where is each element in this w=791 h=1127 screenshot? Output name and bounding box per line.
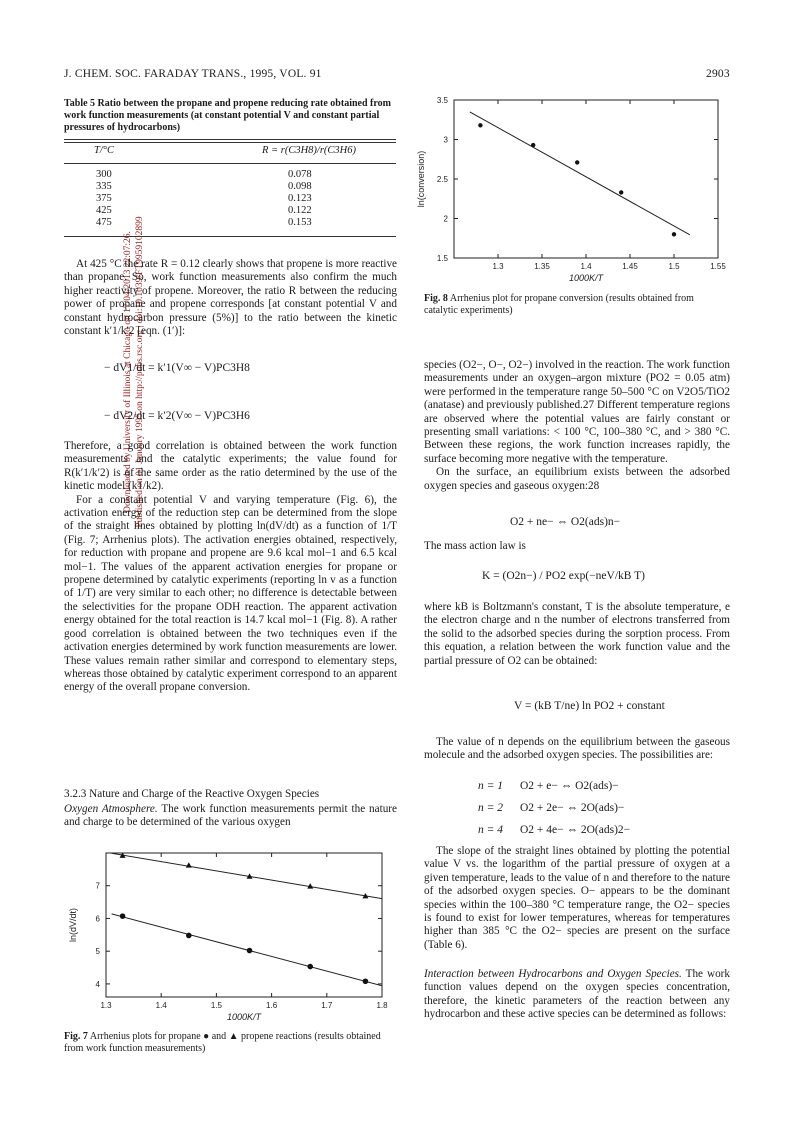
paragraph-equilibrium: On the surface, an equilibrium exists between the adsorbed oxygen species and gaseous oxygen:28 — [424, 466, 730, 492]
watermark-line-2: Published on 01 January 1995 on http://pubs.rsc.org | doi:10.1039/FT9959102899 — [135, 216, 145, 528]
data-point — [575, 160, 579, 164]
possibility-n2: n = 2 O2 + 2e− ⇔ 2O(ads)− — [478, 802, 625, 814]
equation-dV1: − dV1/dt = k′1(V∞ − V)PC3H8 — [104, 362, 250, 374]
data-point — [672, 232, 676, 236]
data-point — [531, 143, 535, 147]
table5-cell-r: 0.123 — [288, 192, 312, 204]
possibility-n1: n = 1 O2 + e− ⇔ O2(ads)− — [478, 780, 619, 792]
x-tick-label: 1.45 — [622, 262, 638, 271]
journal-header: J. CHEM. SOC. FARADAY TRANS., 1995, VOL. 91 — [64, 68, 322, 80]
table5-cell-r: 0.078 — [288, 168, 312, 180]
y-tick-label: 4 — [95, 979, 100, 989]
fig7-chart — [62, 843, 398, 1029]
data-point — [619, 190, 623, 194]
y-tick-label: 3.5 — [436, 96, 448, 105]
table5-cell-t: 300 — [96, 168, 112, 180]
paragraph-boltzmann: where kB is Boltzmann's constant, T is the absolute temperature, e the electron charge and n the number of electrons transferred from the solid to the adsorbed species during the sorption process. From this equation, a relation between the work function value and the partial pressure of O2 can be obtained: — [424, 601, 730, 667]
left-column-top — [64, 258, 397, 338]
y-axis-label: ln(dV/dt) — [68, 907, 78, 943]
x-tick-label: 1.5 — [668, 262, 680, 271]
paragraph-rate-R: At 425 °C the rate R = 0.12 clearly shows that propene is more reactive than propane. So, work function measurements also confirm the much higher reactivity of propene. Moreover, the ratio R between the reducing power of propane and propene corresponds [at constant potential V and constant hydrocarbon pressure (5%)] to the ratio between the kinetic constant k′1/k′2 [eqn. (1′)]: — [64, 258, 397, 338]
table5-cell-t: 375 — [96, 192, 112, 204]
x-tick-label: 1.3 — [492, 262, 504, 271]
left-column-bottom — [64, 803, 397, 830]
y-tick-label: 1.5 — [436, 254, 448, 263]
equation-K: K = (O2n−) / PO2 exp(−neV/kB T) — [482, 570, 645, 582]
possibility-n4: n = 4 O2 + 4e− ⇔ 2O(ads)2− — [478, 824, 631, 836]
subheading-interaction: Interaction between Hydrocarbons and Oxygen Species. — [424, 968, 682, 980]
table5-row — [96, 180, 312, 192]
table5-rule-top — [64, 139, 396, 140]
data-point-circle — [307, 964, 313, 970]
table5-row — [96, 204, 312, 216]
x-axis-label: 1000K/T — [568, 273, 604, 282]
table5-caption — [64, 98, 396, 134]
right-column-interaction — [424, 968, 730, 1022]
page-number: 2903 — [706, 68, 730, 80]
y-axis-label: ln(conversion) — [416, 150, 426, 208]
table5-caption-text: Ratio between the propane and propene reducing rate obtained from work function measurements (at constant potential V and constant partial pressures of hydrocarbons) — [64, 98, 391, 133]
x-tick-label: 1.8 — [376, 1001, 388, 1010]
fit-line — [112, 853, 382, 898]
data-point-circle — [363, 978, 369, 984]
paragraph-oxygen-atmosphere: The work function measurements permit the nature and charge to be determined of the various oxygen — [64, 803, 397, 829]
fit-line — [470, 112, 690, 235]
fig8-caption — [424, 293, 730, 317]
data-point-circle — [186, 933, 192, 939]
paragraph-n-value: The value of n depends on the equilibrium between the gaseous molecule and the adsorbed oxygen species. The possibilities are: — [424, 736, 730, 762]
paragraph-oxygen-species: species (O2−, O−, O2−) involved in the reaction. The work function measurements under an oxygen–argon mixture (PO2 = 0.05 atm) were performed in the temperature range 50–500 °C on V2O5/TiO2 (anatase) and previously published.27 Different temperature regions are observed where the potential values are fairly constant or presenting small variations: < 100 °C, 100–380 °C, and > 380 °C. Between these regions, the work function increases rapidly, the surface becoming more negative with the temperature. — [424, 359, 730, 465]
subheading-oxygen-atmosphere: Oxygen Atmosphere. — [64, 803, 158, 815]
watermark-line-1: Downloaded by University of Illinois at Chicago on 17/04/2013 22:07:26. — [123, 231, 133, 513]
fit-line — [112, 914, 382, 986]
fig8-caption-text: Arrhenius plot for propane conversion (results obtained from catalytic experiments) — [424, 293, 694, 316]
x-tick-label: 1.35 — [534, 262, 550, 271]
table5-row — [96, 216, 312, 228]
fig7-caption — [64, 1031, 396, 1055]
y-tick-label: 5 — [95, 947, 100, 957]
table5-rule-mid — [64, 163, 396, 164]
plot-frame — [106, 853, 382, 997]
table5-col1-header: T/°C — [94, 145, 114, 156]
right-column-slope — [424, 845, 730, 952]
equation-dV2: − dV2/dt = k′2(V∞ − V)PC3H6 — [104, 410, 250, 422]
table5-cell-t: 425 — [96, 204, 112, 216]
table5-col2-header: R = r(C3H8)/r(C3H6) — [262, 145, 356, 156]
paragraph-interaction: The work function values depend on the oxygen species concentration, therefore, the kinetic parameters of the reaction between any hydrocarbon and these active species can be determined as follows: — [424, 968, 730, 1021]
table5-cell-r: 0.153 — [288, 216, 312, 228]
table5-cell-r: 0.122 — [288, 204, 312, 216]
paragraph-correlation: Therefore, a good correlation is obtained between the work function measurements and the catalytic experiments; the value found for R(k′1/k′2) is of the same order as the ratio determined by the use of the kinetic model (k1/k2). — [64, 440, 397, 493]
fig7-caption-text: Arrhenius plots for propane ● and ▲ propene reactions (results obtained from work function measurements) — [64, 1031, 381, 1054]
fig7-label: Fig. 7 — [64, 1031, 88, 1042]
x-tick-label: 1.55 — [710, 262, 726, 271]
table5-rule-bottom — [64, 236, 396, 237]
section-heading-3-2-3: 3.2.3 Nature and Charge of the Reactive Oxygen Species — [64, 788, 320, 800]
x-tick-label: 1.4 — [580, 262, 592, 271]
table5-rule-top2 — [64, 142, 396, 143]
y-tick-label: 2 — [443, 214, 448, 224]
possibilities-list — [478, 776, 630, 842]
y-tick-label: 2.5 — [436, 175, 448, 184]
y-tick-label: 7 — [95, 881, 100, 891]
mass-action-label: The mass action law is — [424, 540, 526, 552]
paragraph-activation-energy: For a constant potential V and varying temperature (Fig. 6), the activation energy of the reduction step can be determined from the slope of the straight lines obtained by plotting ln(dV/dt) as a function of 1/T (Fig. 7; Arrhenius plots). The activation energies obtained, respectively, for reduction with propane and propene are 9.6 kcal mol−1 and 6.5 kcal mol−1. The values of the apparent activation energies for propane or propene determined by catalytic experiments (reporting ln v as a function of 1/T) are very similar to each other; no difference is detectable between the selectivities for the propane ODH reaction. The apparent activation energy obtained for the total reaction is 14.7 kcal mol−1 (Fig. 8). A rather good correlation is obtained between the two techniques even if the activation energies determined by work function measurements are lower. These values remain rather similar and correspond to elementary steps, whereas those obtained by catalytic experiment correspond to an apparent energy of the overall propane conversion. — [64, 493, 397, 694]
right-column-n-value — [424, 736, 730, 763]
table5-label: Table 5 — [64, 98, 96, 109]
y-tick-label: 6 — [95, 914, 100, 924]
data-point-triangle — [186, 862, 192, 867]
x-tick-label: 1.3 — [100, 1001, 112, 1010]
data-point-circle — [247, 948, 253, 954]
table5-cell-r: 0.098 — [288, 180, 312, 192]
table5-row — [96, 192, 312, 204]
table5 — [96, 168, 312, 228]
table5-row — [96, 168, 312, 180]
x-tick-label: 1.5 — [210, 1001, 222, 1010]
x-tick-label: 1.7 — [321, 1001, 333, 1010]
right-column-top — [424, 359, 730, 493]
left-column-middle — [64, 440, 397, 695]
data-point-circle — [120, 913, 126, 919]
data-point — [478, 123, 482, 127]
equation-equilibrium: O2 + ne− ⇔ O2(ads)n− — [510, 516, 621, 528]
y-tick-label: 3 — [443, 135, 448, 145]
fig8-label: Fig. 8 — [424, 293, 448, 304]
table5-cell-t: 475 — [96, 216, 112, 228]
right-column-boltzmann — [424, 601, 730, 668]
plot-frame — [454, 100, 718, 258]
paragraph-slope: The slope of the straight lines obtained by plotting the potential value V vs. the logarithm of the partial pressure of oxygen at a given temperature, leads to the value of n and therefore to the nature of the adsorbed oxygen species. O− appears to be the dominant species within the 100–380 °C temperature range, the O2− species is found to exist for lower temperatures, whereas for temperatures higher than 385 °C the O2− species are present on the surface (Table 6). — [424, 845, 730, 951]
x-tick-label: 1.4 — [155, 1001, 167, 1010]
fig8-chart — [412, 92, 732, 282]
table5-cell-t: 335 — [96, 180, 112, 192]
equation-V: V = (kB T/ne) ln PO2 + constant — [514, 700, 665, 712]
x-tick-label: 1.6 — [266, 1001, 278, 1010]
x-axis-label: 1000K/T — [226, 1012, 262, 1022]
